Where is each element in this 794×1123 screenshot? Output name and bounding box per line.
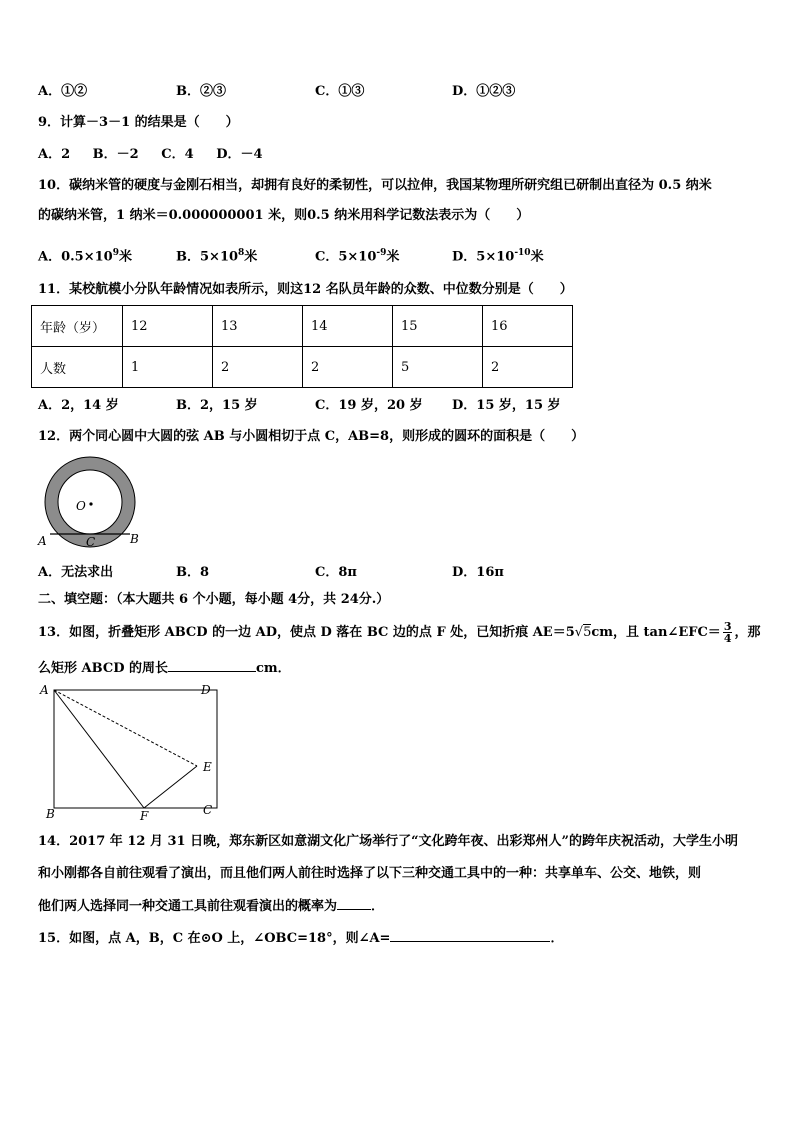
q14-line2: 和小刚都各自前往观看了演出，而且他们两人前往时选择了以下三种交通工具中的一种：共享单车、公交、地铁，则 (38, 866, 702, 881)
q10-option-c: C．$5\times 10^{-9}$米 (315, 248, 400, 265)
inner-circle (58, 470, 122, 534)
q14-line1: 14．2017 年 12 月 31 日晚，郑东新区如意湖文化广场举行了“文化跨年夜、出彩郑州人”的跨年庆祝活动，大学生小明 (38, 834, 739, 849)
q9-option-b: B．－2 (92, 147, 139, 162)
table-cell: 2 (483, 347, 573, 388)
segment-af (54, 690, 144, 808)
answer-blank[interactable] (337, 897, 371, 910)
label-b: B (46, 807, 55, 820)
q10-stem-line2: 的碳纳米管，1 纳米＝0.000000001 米，则0.5 纳米用科学记数法表示为（ ） (38, 208, 530, 223)
q9-options (38, 146, 281, 164)
center-point (89, 502, 92, 505)
q12-option-d: D．16π (452, 565, 504, 580)
q13-stem-line2: 么矩形 ABCD 的周长 cm． (38, 661, 291, 676)
label-c: C (86, 535, 96, 549)
q8-option-a: A．①② (38, 84, 88, 99)
q12-option-a: A．无法求出 (38, 565, 114, 580)
q11-option-a: A．2，14 岁 (38, 398, 119, 413)
rectangle-fold-figure (34, 680, 224, 820)
table-row (32, 347, 573, 388)
table-cell: 14 (303, 306, 393, 347)
label-f: F (140, 809, 149, 820)
q8-option-c: C．①③ (315, 84, 365, 99)
label-c: C (203, 803, 213, 817)
answer-blank[interactable] (168, 659, 256, 672)
q9-stem: 9．计算－3－1 的结果是（ ） (38, 115, 239, 130)
q14-line3: 他们两人选择同一种交通工具前往观看演出的概率为 ． (38, 899, 385, 914)
q9-option-a: A．2 (38, 147, 71, 162)
rectangle-abcd (54, 690, 217, 808)
table-cell: 2 (303, 347, 393, 388)
table-cell: 13 (213, 306, 303, 347)
table-cell: 15 (393, 306, 483, 347)
label-a: A (38, 534, 47, 548)
q10-option-a: A．$0.5\times 10^9$米 (38, 248, 132, 265)
q10-option-b: B．$5\times 10^8$米 (176, 248, 258, 265)
label-b: B (130, 532, 139, 546)
table-cell: 年龄（岁） (32, 306, 123, 347)
q8-option-b: B．②③ (176, 84, 227, 99)
q12-option-c: C．8π (315, 565, 357, 580)
table-row (32, 306, 573, 347)
table-cell: 1 (123, 347, 213, 388)
q10-stem-line1: 10．碳纳米管的硬度与金刚石相当，却拥有良好的柔韧性，可以拉伸，我国某物理所研究组已研制出直径为 0.5 纳米 (38, 178, 712, 193)
q10-option-d: D．$5\times 10^{-10}$米 (452, 248, 544, 265)
section-title: 二、填空题：（本大题共 6 个小题，每小题 4分，共 24分.） (38, 592, 390, 607)
segment-fe (144, 766, 197, 808)
q11-option-c: C．19 岁，20 岁 (315, 398, 423, 413)
q12-options (38, 564, 598, 582)
fold-line-ae (54, 690, 197, 766)
q12-stem: 12．两个同心圆中大圆的弦 AB 与小圆相切于点 C，AB=8，则形成的圆环的面积是（ ） (38, 429, 585, 444)
q13-stem-line1: 13．如图，折叠矩形 ABCD 的一边 AD，使点 D 落在 BC 边的点 F 处，已知折痕 AE＝5√5cm，且 tan∠EFC＝ $\frac{3}{4}$ ，那 (38, 620, 761, 645)
q10-options (38, 244, 598, 265)
table-cell: 5 (393, 347, 483, 388)
table-cell: 12 (123, 306, 213, 347)
q11-stem: 11．某校航模小分队年龄情况如表所示，则这12 名队员年龄的众数、中位数分别是（ ） (38, 282, 573, 297)
label-d: D (201, 683, 211, 697)
q12-option-b: B．8 (176, 565, 210, 580)
annulus-figure (34, 455, 144, 551)
sqrt-expression: √5 (574, 625, 592, 640)
label-o: O (76, 499, 86, 513)
label-a: A (40, 683, 49, 697)
table-cell: 16 (483, 306, 573, 347)
q11-option-d: D．15 岁，15 岁 (452, 398, 561, 413)
fraction-three-quarters: $\frac{3}{4}$ (723, 620, 732, 645)
q9-option-d: D．－4 (216, 147, 263, 162)
label-e: E (203, 760, 212, 774)
table-cell: 人数 (32, 347, 123, 388)
age-table (31, 305, 573, 388)
answer-blank[interactable] (390, 929, 550, 942)
table-cell: 2 (213, 347, 303, 388)
q8-option-d: D．①②③ (452, 84, 516, 99)
q9-option-c: C．4 (161, 147, 194, 162)
q11-option-b: B．2，15 岁 (176, 398, 258, 413)
q11-options (38, 397, 598, 415)
q15-stem: 15．如图，点 A，B，C 在⊙O 上，∠OBC=18°，则∠A= ． (38, 931, 564, 946)
q8-options (38, 83, 598, 101)
